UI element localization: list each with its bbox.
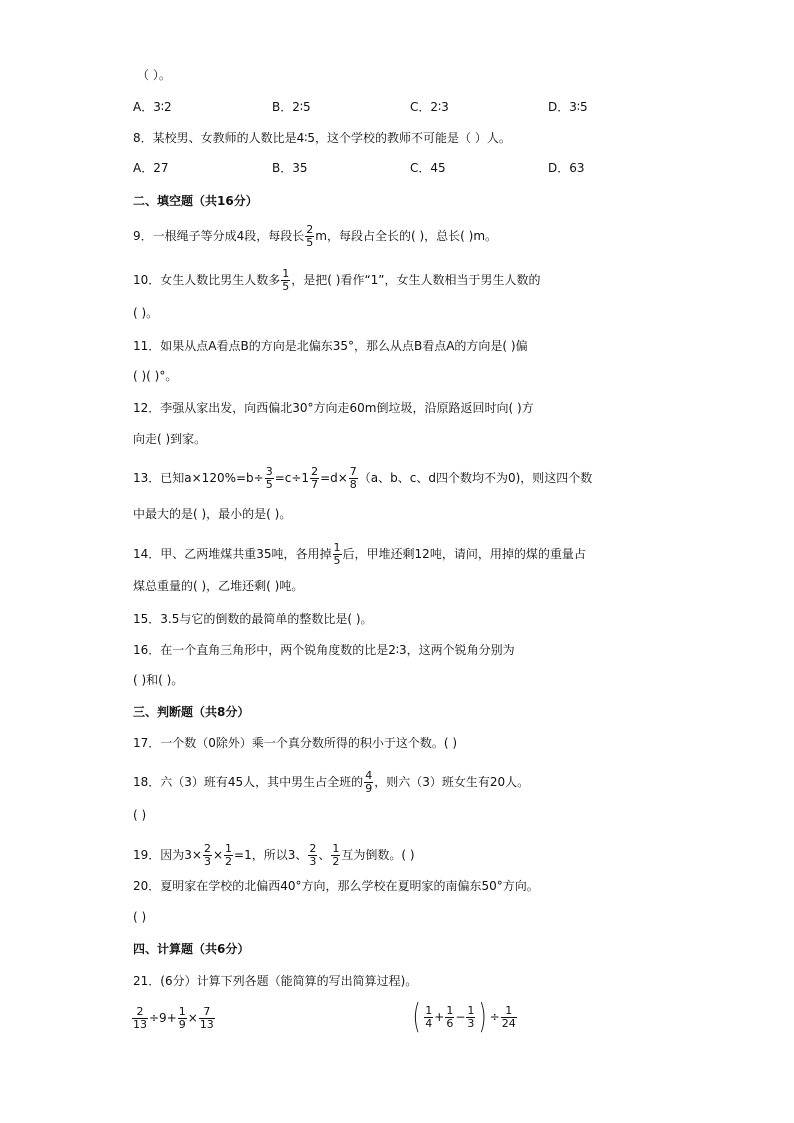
left-parenthesis: ( xyxy=(412,997,421,1037)
q18-text-after: ，则六（3）班女生有20人。 xyxy=(374,775,530,789)
q8-option-d: D．63 xyxy=(548,161,585,175)
question-18 xyxy=(133,770,529,795)
numerator: 1 xyxy=(467,1003,475,1017)
denominator: 2 xyxy=(225,855,233,868)
fraction xyxy=(132,1006,148,1031)
section-true-false-heading: 三、判断题（共8分） xyxy=(133,705,250,719)
q7-option-b: B．2∶5 xyxy=(272,100,311,114)
denominator: 8 xyxy=(349,478,357,491)
fraction xyxy=(199,1006,215,1031)
operator: ÷9+ xyxy=(149,1011,177,1025)
denominator: 6 xyxy=(446,1016,454,1030)
q19-part-b: × xyxy=(212,848,224,862)
question-16: 16．在一个直角三角形中，两个锐角度数的比是2∶3，这两个锐角分别为 xyxy=(133,643,515,657)
fraction xyxy=(310,466,319,491)
question-12: 12．李强从家出发，向西偏北30°方向走60m倒垃圾，沿原路返回时向( )方 xyxy=(133,401,534,415)
denominator: 9 xyxy=(178,1017,186,1031)
q9-text-after: m，每段占全长的( )，总长( )m。 xyxy=(315,229,498,243)
numerator: 1 xyxy=(178,1004,186,1018)
q13-part-c: =d× xyxy=(320,471,348,485)
q18-text-before: 18．六（3）班有45人，其中男生占全班的 xyxy=(133,775,364,789)
q13-part-a: 13．已知a×120%=b÷ xyxy=(133,471,264,485)
fraction xyxy=(203,843,212,868)
q21-expression-1 xyxy=(131,1003,216,1033)
operator: + xyxy=(434,1010,445,1024)
q10-continuation: ( )。 xyxy=(133,306,159,320)
question-10 xyxy=(133,268,541,293)
q14-continuation: 煤总重量的( )，乙堆还剩( )吨。 xyxy=(133,579,304,593)
q13-continuation: 中最大的是( )，最小的是( )。 xyxy=(133,507,292,521)
question-9 xyxy=(133,224,497,249)
q7-option-c: C．2∶3 xyxy=(410,100,449,114)
denominator: 24 xyxy=(501,1016,516,1030)
q19-part-c: =1，所以3、 xyxy=(234,848,308,862)
q19-part-e: 互为倒数。( ) xyxy=(341,848,415,862)
denominator: 13 xyxy=(199,1017,214,1031)
q7-answer-blank: （ ）。 xyxy=(137,68,171,82)
denominator: 13 xyxy=(133,1017,147,1031)
fraction xyxy=(331,843,340,868)
numerator: 2 xyxy=(132,1006,148,1019)
q8-option-b: B．35 xyxy=(272,161,308,175)
fraction xyxy=(424,1005,433,1030)
fraction xyxy=(178,1006,187,1031)
question-19 xyxy=(133,843,415,868)
question-17: 17．一个数（0除外）乘一个真分数所得的积小于这个数。( ) xyxy=(133,736,458,750)
denominator: 7 xyxy=(311,478,319,491)
q18-continuation: ( ) xyxy=(133,808,147,822)
fraction xyxy=(224,843,233,868)
denominator: 5 xyxy=(306,236,314,249)
question-21: 21．(6分）计算下列各题（能简算的写出简算过程)。 xyxy=(133,974,418,988)
fraction xyxy=(445,1005,454,1030)
fraction xyxy=(308,843,317,868)
q14-text-before: 14．甲、乙两堆煤共重35吨，各用掉 xyxy=(133,547,332,561)
denominator: 5 xyxy=(265,478,273,491)
numerator: 1 xyxy=(425,1003,433,1017)
q16-continuation: ( )和( )。 xyxy=(133,673,184,687)
q19-part-d: 、 xyxy=(318,848,331,862)
denominator: 3 xyxy=(467,1016,475,1030)
numerator: 3 xyxy=(265,465,273,478)
question-15: 15．3.5与它的倒数的最简单的整数比是( )。 xyxy=(133,612,373,626)
denominator: 4 xyxy=(425,1016,433,1030)
numerator: 1 xyxy=(333,541,341,554)
question-20: 20．夏明家在学校的北偏西40°方向，那么学校在夏明家的南偏东50°方向。 xyxy=(133,879,539,893)
numerator: 1 xyxy=(282,267,290,280)
fraction xyxy=(349,466,358,491)
numerator: 2 xyxy=(311,465,319,478)
numerator: 7 xyxy=(349,465,357,478)
right-parenthesis: ) xyxy=(479,997,488,1037)
denominator: 3 xyxy=(309,855,317,868)
section-fill-in-blank-heading: 二、填空题（共16分） xyxy=(133,194,258,208)
operator: × xyxy=(187,1011,198,1025)
fraction xyxy=(501,1005,517,1030)
question-11: 11．如果从点A看点B的方向是北偏东35°，那么从点B看点A的方向是( )偏 xyxy=(133,339,528,353)
fraction xyxy=(281,268,290,293)
q12-continuation: 向走( )到家。 xyxy=(133,432,207,446)
question-13 xyxy=(133,466,592,491)
q14-text-after: 后，甲堆还剩12吨，请问，用掉的煤的重量占 xyxy=(342,547,586,561)
denominator: 3 xyxy=(203,855,211,868)
q19-part-a: 19．因为3× xyxy=(133,848,202,862)
q13-part-b: =c÷1 xyxy=(274,471,310,485)
fraction xyxy=(265,466,274,491)
q8-option-a: A．27 xyxy=(133,161,169,175)
fraction xyxy=(466,1005,475,1030)
denominator: 5 xyxy=(282,280,290,293)
numerator: 2 xyxy=(306,223,314,236)
question-14 xyxy=(133,542,586,567)
numerator: 4 xyxy=(365,769,373,782)
q11-continuation: ( )( )°。 xyxy=(133,369,178,383)
numerator: 2 xyxy=(309,842,317,855)
q7-option-d: D．3∶5 xyxy=(548,100,588,114)
q9-text-before: 9．一根绳子等分成4段，每段长 xyxy=(133,229,305,243)
fraction xyxy=(333,542,342,567)
q8-option-c: C．45 xyxy=(410,161,446,175)
denominator: 9 xyxy=(365,782,373,795)
section-calculation-heading: 四、计算题（共6分） xyxy=(133,942,250,956)
numerator: 1 xyxy=(501,1005,517,1018)
q20-continuation: ( ) xyxy=(133,910,147,924)
q21-expression-2 xyxy=(410,999,518,1035)
denominator: 5 xyxy=(333,554,341,567)
numerator: 1 xyxy=(225,842,233,855)
numerator: 1 xyxy=(446,1003,454,1017)
fraction xyxy=(364,770,373,795)
numerator: 7 xyxy=(199,1006,215,1019)
q13-part-d: （a、b、c、d四个数均不为0)，则这四个数 xyxy=(358,471,593,485)
q7-option-a: A．3∶2 xyxy=(133,100,172,114)
numerator: 1 xyxy=(332,842,340,855)
denominator: 2 xyxy=(332,855,340,868)
fraction xyxy=(305,224,314,249)
q10-text-before: 10．女生人数比男生人数多 xyxy=(133,273,281,287)
question-8: 8．某校男、女教师的人数比是4∶5，这个学校的教师不可能是（ ）人。 xyxy=(133,131,511,145)
q10-text-after: ，是把( )看作“1”，女生人数相当于男生人数的 xyxy=(291,273,541,287)
operator: − xyxy=(455,1010,466,1024)
numerator: 2 xyxy=(203,842,211,855)
operator: ÷ xyxy=(489,1010,500,1024)
